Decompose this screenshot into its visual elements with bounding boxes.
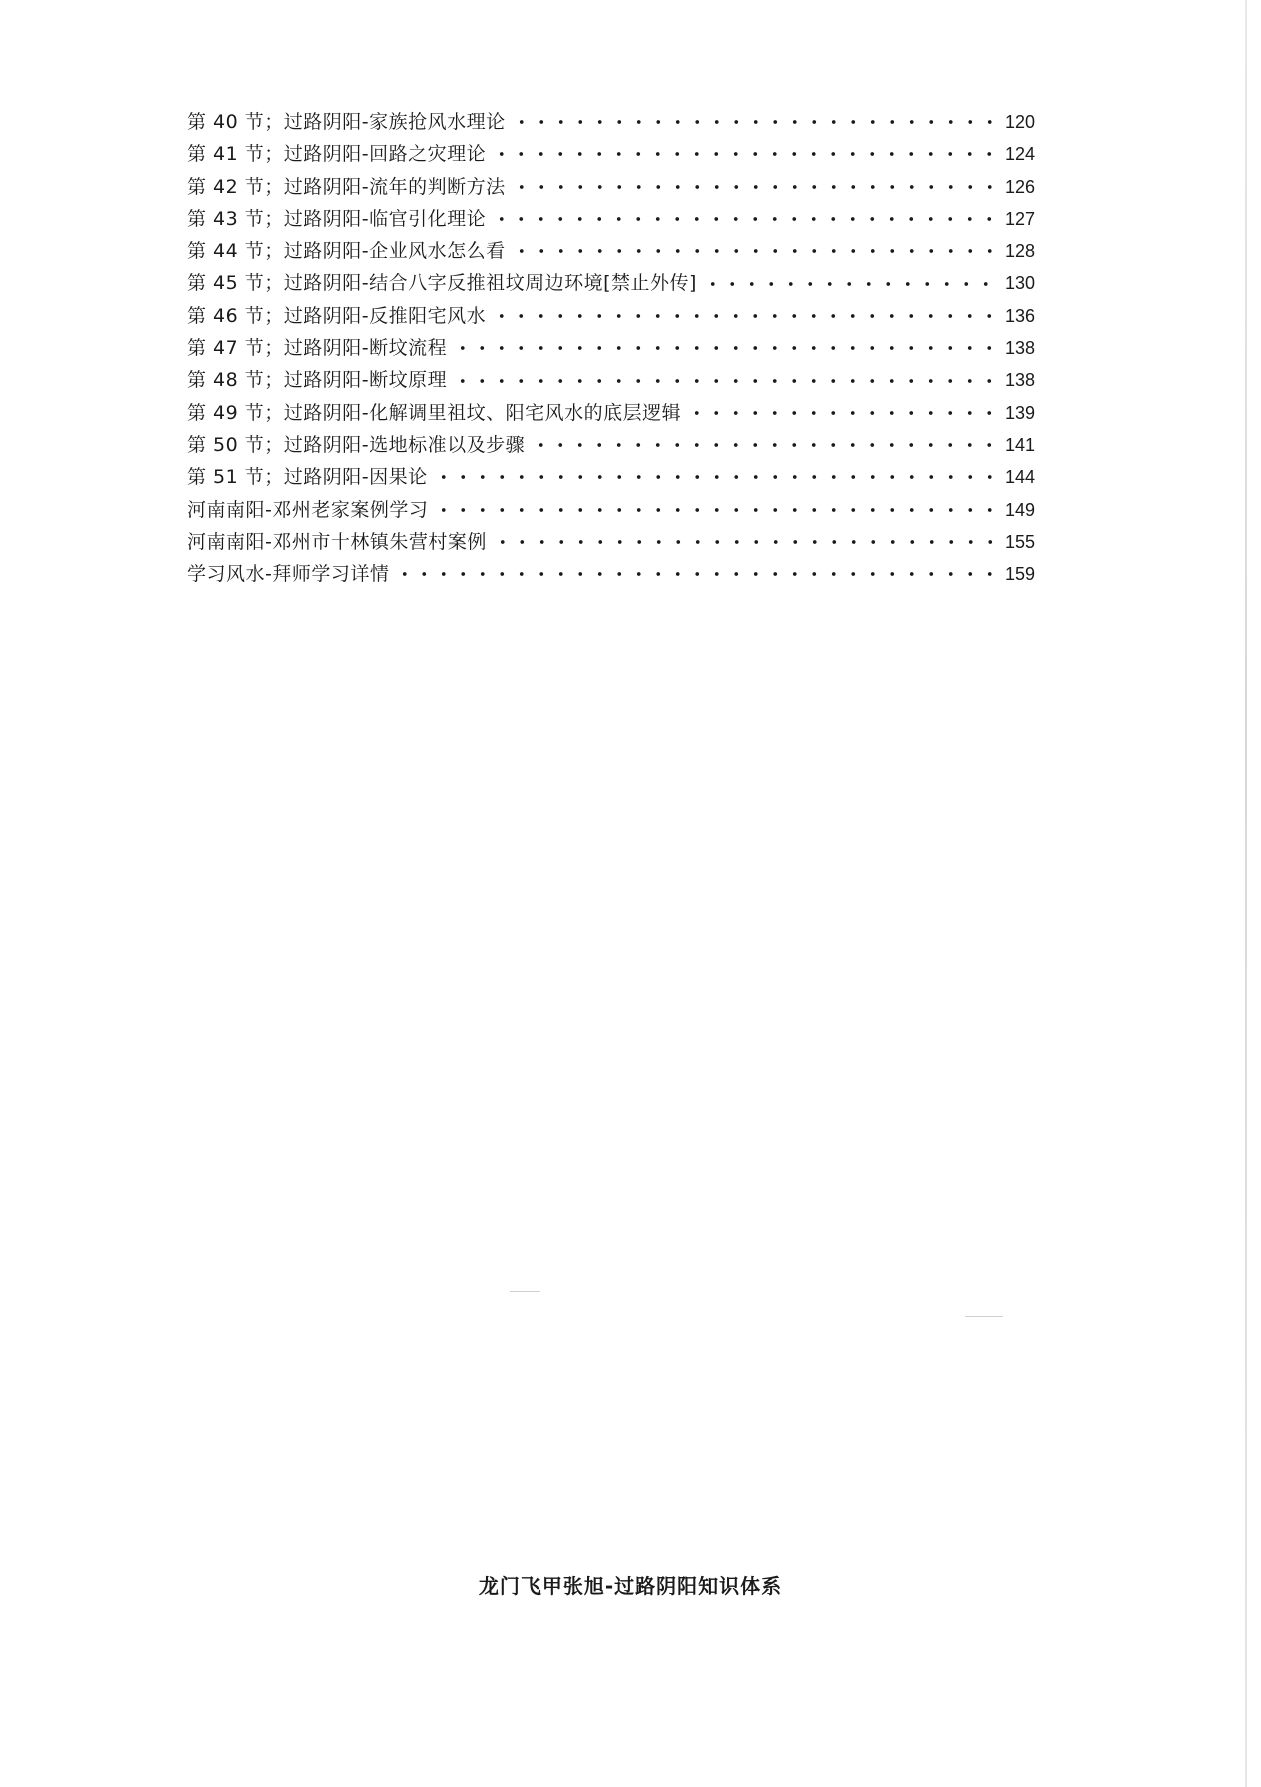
toc-entry[interactable]	[187, 494, 1035, 526]
toc-entry-title: 第 42 节；过路阴阳-流年的判断方法	[187, 175, 506, 198]
toc-entry[interactable]	[187, 300, 1035, 332]
toc-entry-title: 第 45 节；过路阴阳-结合八字反推祖坟周边环境[禁止外传]	[187, 272, 697, 295]
toc-entry-title: 第 44 节；过路阴阳-企业风水怎么看	[187, 240, 506, 263]
toc-entry[interactable]	[187, 397, 1035, 429]
toc-entry-page: 144	[1004, 467, 1035, 488]
dot-leader	[492, 313, 1001, 319]
toc-entry-title: 第 43 节；过路阴阳-临官引化理论	[187, 207, 487, 230]
toc-entry[interactable]	[187, 203, 1035, 235]
toc-entry[interactable]	[187, 364, 1035, 396]
toc-entry-page: 141	[1004, 434, 1035, 455]
scan-speck	[510, 1291, 540, 1292]
toc-entry[interactable]	[187, 429, 1035, 461]
toc-entry[interactable]	[187, 171, 1035, 203]
dot-leader	[687, 410, 1001, 416]
toc-entry-page: 159	[1004, 564, 1035, 585]
toc-entry[interactable]	[187, 558, 1035, 590]
toc-entry[interactable]	[187, 235, 1035, 267]
dot-leader	[512, 184, 1001, 190]
dot-leader	[395, 571, 1001, 577]
toc-entry[interactable]	[187, 106, 1035, 138]
toc-entry-title: 第 40 节；过路阴阳-家族抢风水理论	[187, 111, 506, 133]
dot-leader	[703, 281, 1001, 287]
toc-entry[interactable]	[187, 332, 1035, 364]
dot-leader	[434, 507, 1001, 513]
toc-entry-page: 120	[1004, 112, 1035, 132]
dot-leader	[453, 378, 1001, 384]
toc-entry-title: 第 48 节；过路阴阳-断坟原理	[187, 369, 448, 392]
toc-entry-page: 138	[1004, 370, 1035, 391]
dot-leader	[512, 248, 1001, 254]
toc-entry-page: 126	[1004, 176, 1035, 197]
toc-entry-title: 河南南阳-邓州市十林镇朱营村案例	[187, 530, 487, 553]
toc-entry-title: 第 49 节；过路阴阳-化解调里祖坟、阳宅风水的底层逻辑	[187, 401, 682, 424]
toc-entry-page: 130	[1004, 273, 1035, 294]
toc-entry[interactable]	[187, 526, 1035, 558]
toc-entry-page: 139	[1004, 402, 1035, 423]
toc-entry-title: 第 51 节；过路阴阳-因果论	[187, 466, 428, 489]
footer-title: 龙门飞甲张旭-过路阴阳知识体系	[478, 1574, 783, 1598]
toc-entry-title: 第 46 节；过路阴阳-反推阳宅风水	[187, 304, 487, 327]
toc-entry-title: 第 47 节；过路阴阳-断坟流程	[187, 337, 448, 360]
dot-leader	[453, 345, 1001, 351]
table-of-contents	[187, 106, 1035, 590]
toc-entry[interactable]	[187, 267, 1035, 299]
toc-entry[interactable]	[187, 138, 1035, 170]
dot-leader	[492, 151, 1001, 157]
toc-entry-title: 学习风水-拜师学习详情	[187, 563, 390, 586]
toc-entry-page: 128	[1004, 241, 1035, 262]
dot-leader	[512, 119, 1001, 125]
dot-leader	[434, 474, 1001, 480]
dot-leader	[493, 539, 1001, 545]
toc-entry-page: 138	[1004, 338, 1035, 359]
toc-entry-title: 第 41 节；过路阴阳-回路之灾理论	[187, 143, 487, 166]
dot-leader	[492, 216, 1001, 222]
dot-leader	[531, 442, 1001, 448]
toc-entry-page: 124	[1004, 144, 1035, 165]
toc-entry-title: 第 50 节；过路阴阳-选地标准以及步骤	[187, 433, 526, 456]
toc-entry-page: 149	[1004, 499, 1035, 520]
toc-entry[interactable]	[187, 461, 1035, 493]
toc-entry-page: 155	[1004, 531, 1035, 552]
page-edge	[1245, 0, 1247, 1787]
scan-speck	[965, 1316, 1003, 1317]
toc-entry-page: 136	[1004, 305, 1035, 326]
toc-entry-title: 河南南阳-邓州老家案例学习	[187, 498, 429, 521]
toc-entry-page: 127	[1004, 208, 1035, 229]
